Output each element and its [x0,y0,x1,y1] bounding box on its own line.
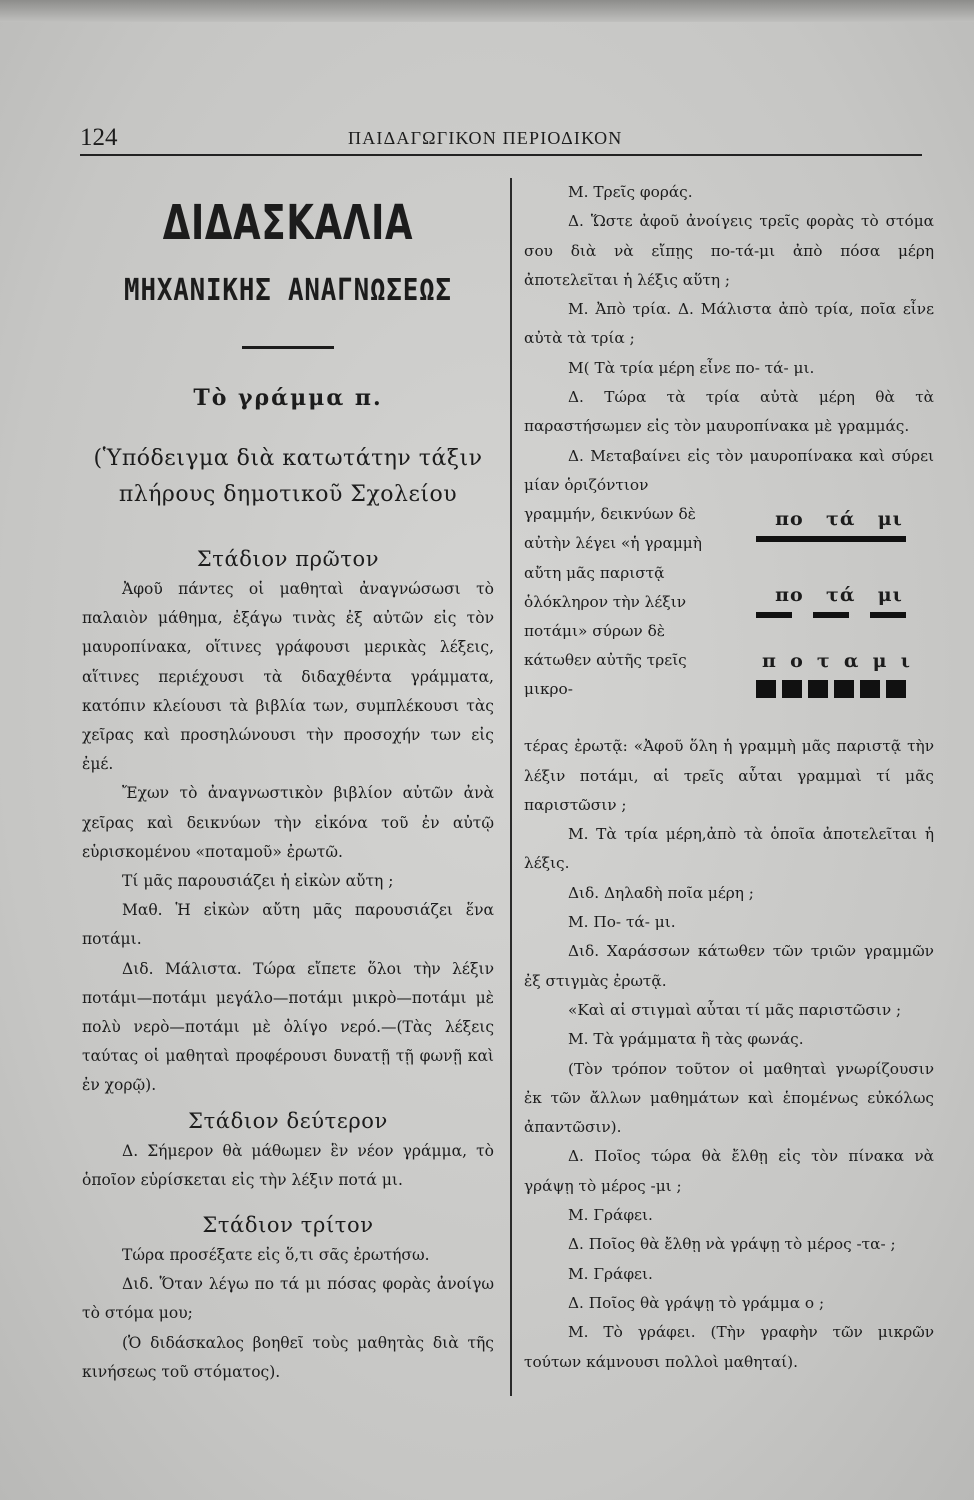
section-title: Τὸ γράμμα π. [193,385,383,411]
paragraph: Ἔχων τὸ ἀναγνωστικὸν βιβλίον αὐτῶν ἀνὰ χεῖρας καὶ δεικνύων τὴν εἰκόνα τοῦ ἐν αὐτῷ εὑρισκομένου «ποταμοῦ» ἐρωτῶ. [82,784,494,861]
letter: α [843,650,859,673]
letter-mark [782,680,802,698]
syllable-line [870,612,906,618]
paragraph: Μ. Τρεῖς φοράς. [568,183,693,201]
letter-mark [886,680,906,698]
paragraph: Δ. Σήμερον θὰ μάθωμεν ἓν νέον γράμμα, τὸ ὁποῖον εὑρίσκεται εἰς τὴν λέξιν ποτά μι. [82,1141,494,1189]
running-title: ΠΑΙΔΑΓΩΓΙΚΟΝ ΠΕΡΙΟΔΙΚΟΝ [348,128,623,148]
diagram-word-line [756,508,934,542]
letter-marks [756,680,906,698]
letter-mark [808,680,828,698]
stage-three-heading: Στάδιον τρίτον [202,1213,374,1238]
column-divider [510,178,512,1396]
diagram-syllable-lines [756,584,934,618]
letter: τ [816,650,830,673]
syllable: πο [775,584,804,607]
paragraph: Ἀφοῦ πάντες οἱ μαθηταὶ ἀναγνώσωσι τὸ παλαιὸν μάθημα, ἐξάγω τινὰς ἐξ αὐτῶν εἰς τὸν μαυροπίνακα, οἵτινες γράφουσι μερικὰς λέξεις, αἵτινες περιέχουσι τὰ διδαχθέντα γράμματα, κατόπιν κλείουσι τὰ βιβλία των, συμπλέκουσι τὰς χεῖρας καὶ προσηλώνουσι τὴν προσοχήν των εἰς ἐμέ. [82,580,494,774]
title-rule [242,346,334,349]
syllable: μι [877,584,903,607]
paragraph: Διδ. Δηλαδὴ ποῖα μέρη ; [568,883,754,902]
paragraph: «Καὶ αἱ στιγμαὶ αὗται τί μᾶς παριστῶσιν ; [568,1000,902,1019]
syllable-row [764,508,914,530]
paragraph: (Τὸν τρόπον τοῦτον οἱ μαθηταὶ γνωρίζουσιν ἐκ τῶν ἄλλων μαθημάτων καὶ ἑπομένως εὐκόλως ἀπαντῶσιν). [524,1059,934,1137]
letter-mark [860,680,880,698]
page-header [80,124,922,154]
syllable: μι [877,508,903,531]
article-subtitle: ΜΗΧΑΝΙΚΗΣ ΑΝΑΓΝΩΣΕΩΣ [124,273,452,308]
right-column [524,178,934,1377]
article-title: ΔΙΔΑΣΚΑΛΙΑ [162,195,414,251]
letter-mark [834,680,854,698]
letter: ο [790,650,803,673]
stage-one-heading: Στάδιον πρῶτον [196,547,380,571]
letter: μ [872,650,887,673]
paragraph: Διδ. Χαράσσων κάτωθεν τῶν τριῶν γραμμῶν ἐξ στιγμὰς ἐρωτᾷ. [524,942,934,990]
diagram-side-text: γραμμήν, δεικνύων δὲ αὐτὴν λέγει «ἡ γραμμὴ αὔτη μᾶς παριστᾷ ὁλόκληρον τὴν λέξιν ποτάμι» σύρων δὲ κάτωθεν αὐτῆς τρεῖς μικρο- [524,505,702,699]
syllable-diagram-block [524,500,934,732]
paragraph: τέρας ἐρωτᾷ: «Ἀφοῦ ὅλη ἡ γραμμὴ μᾶς παριστᾷ τὴν λέξιν ποτάμι, αἱ τρεῖς αὗται γραμμαὶ τί μᾶς παριστῶσιν ; [524,737,934,814]
paragraph: Μ. Γράφει. [568,1264,653,1283]
stage-two-heading: Στάδιον δεύτερον [188,1108,388,1133]
whole-word-line [756,536,906,542]
page-number: 124 [80,124,118,151]
paragraph: Μαθ. Ἡ εἰκὼν αὔτη μᾶς παρουσιάζει ἕνα ποτάμι. [82,901,494,949]
paragraph: Μ. Ἀπὸ τρία. Δ. Μάλιστα ἀπὸ τρία, ποῖα εἶνε αὐτὰ τὰ τρία ; [524,300,934,348]
syllable-row [764,584,914,606]
paragraph: Διδ. Μάλιστα. Τώρα εἴπετε ὅλοι τὴν λέξιν ποτάμι—ποτάμι μεγάλο—ποτάμι μικρὸ—ποτάμι μὲ πολὺ νερὸ—ποτάμι μὲ ὀλίγο νερό.—(Τὰς λέξεις ταύτας οἱ μαθηταὶ προφέρουσι δυνατῇ τῇ φωνῇ καὶ ἐν χορῷ). [82,959,494,1095]
paragraph: Μ. Πο- τά- μι. [568,913,676,932]
page-top-edge [0,0,974,22]
paragraph: Τί μᾶς παρουσιάζει ἡ εἰκὼν αὔτη ; [122,872,394,891]
left-column [82,178,494,1387]
syllable: τά [826,584,856,607]
paragraph: Διδ. Ὅταν λέγω πο τά μι πόσας φορὰς ἀνοίγω τὸ στόμα μου; [82,1275,494,1323]
paragraph: Δ. Ποῖος θὰ γράψῃ τὸ γράμμα ο ; [568,1293,825,1312]
syllable: πο [775,508,804,531]
example-note: (Ὑπόδειγμα διὰ κατωτάτην τάξιν πλήρους δημοτικοῦ Σχολείου [93,446,483,507]
letter: ι [900,650,910,673]
paragraph: Δ. Ποῖος θὰ ἔλθῃ νὰ γράψῃ τὸ μέρος -τα- ; [568,1235,896,1254]
paragraph: Μ( Τὰ τρία μέρη εἶνε πο- τά- μι. [568,358,815,377]
header-rule [80,154,922,156]
paragraph: Μ. Τὰ τρία μέρη,ἀπὸ τὰ ὁποῖα ἀποτελεῖται ἡ λέξις. [524,825,934,873]
paragraph: Μ. Τὰ γράμματα ἢ τὰς φωνάς. [568,1030,804,1049]
letter-mark [756,680,776,698]
paragraph: Δ. Ποῖος τώρα θὰ ἔλθῃ εἰς τὸν πίνακα νὰ γράψῃ τὸ μέρος -μι ; [524,1147,934,1195]
diagram-letter-dots [756,650,934,698]
paragraph: Δ. Ὥστε ἀφοῦ ἀνοίγεις τρεῖς φορὰς τὸ στόμα σου διὰ νὰ εἴπῃς πο-τά-μι ἀπὸ πόσα μέρη ἀποτελεῖται ἡ λέξις αὕτη ; [524,212,934,289]
paragraph: Μ. Γράφει. [568,1206,653,1225]
letter-row [762,650,910,672]
paragraph: (Ὁ διδάσκαλος βοηθεῖ τοὺς μαθητὰς διὰ τῆς κινήσεως τοῦ στόματος). [82,1333,494,1381]
syllable-lines [756,612,906,618]
paragraph: Δ. Μεταβαίνει εἰς τὸν μαυροπίνακα καὶ σύρει μίαν ὁριζόντιον [524,446,934,494]
paragraph: Δ. Τώρα τὰ τρία αὐτὰ μέρη θὰ τὰ παραστήσωμεν εἰς τὸν μαυροπίνακα μὲ γραμμάς. [524,388,934,436]
letter: π [762,650,776,673]
paragraph: Τώρα προσέξατε εἰς ὅ,τι σᾶς ἐρωτήσω. [122,1246,430,1265]
paragraph: Μ. Τὸ γράφει. (Τὴν γραφὴν τῶν μικρῶν τούτων κάμνουσι πολλοὶ μαθηταί). [524,1323,934,1371]
syllable-line [813,612,849,618]
syllable: τά [826,508,856,531]
syllable-line [756,612,792,618]
